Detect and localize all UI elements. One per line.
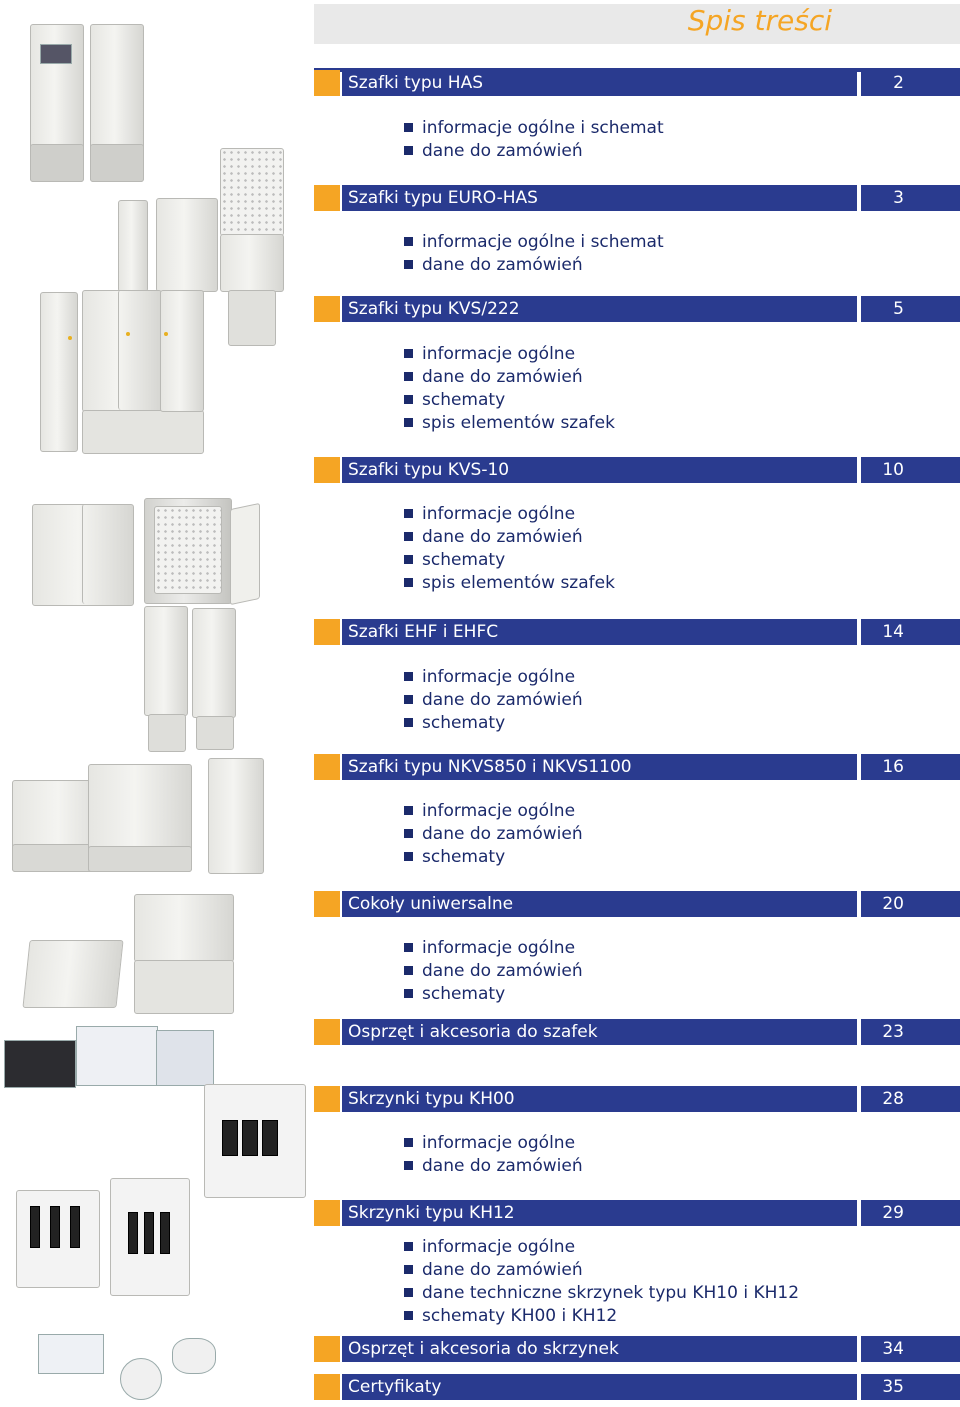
toc-entry-ehf[interactable] xyxy=(314,619,960,645)
bullet-icon xyxy=(404,852,413,861)
page-bar xyxy=(861,1200,960,1226)
list-item: dane do zamówień xyxy=(404,526,615,549)
section-marker xyxy=(314,754,340,780)
title-bar xyxy=(314,4,960,44)
section-title: Skrzynki typu KH12 xyxy=(348,1203,515,1223)
list-item: informacje ogólne xyxy=(404,343,615,366)
section-page: 28 xyxy=(882,1089,904,1109)
bullet-icon xyxy=(404,260,413,269)
bullet-icon xyxy=(404,146,413,155)
section-marker xyxy=(314,1374,340,1400)
list-item: dane do zamówień xyxy=(404,140,664,163)
bullet-icon xyxy=(404,555,413,564)
list-item: informacje ogólne i schemat xyxy=(404,117,664,140)
list-item: schematy xyxy=(404,712,583,735)
section-title: Szafki typu KVS/222 xyxy=(348,299,520,319)
page-title: Spis treści xyxy=(687,4,832,37)
item-list xyxy=(404,231,664,277)
bullet-icon xyxy=(404,989,413,998)
bullet-icon xyxy=(404,672,413,681)
section-page: 5 xyxy=(893,299,904,319)
ehf-cabinet-image xyxy=(140,606,250,752)
toc-entry-has[interactable] xyxy=(314,70,960,96)
section-page: 34 xyxy=(882,1339,904,1359)
list-item: dane techniczne skrzynek typu KH10 i KH12 xyxy=(404,1282,799,1305)
bullet-icon xyxy=(404,943,413,952)
item-list xyxy=(404,800,583,869)
bullet-icon xyxy=(404,1138,413,1147)
cokol-image xyxy=(24,890,244,1014)
kh12-box-image xyxy=(14,1176,194,1296)
list-item: dane do zamówień xyxy=(404,366,615,389)
page-bar xyxy=(861,891,960,917)
toc-entry-kh00[interactable] xyxy=(314,1086,960,1112)
list-item: dane do zamówień xyxy=(404,823,583,846)
toc-entry-certyfikaty[interactable] xyxy=(314,1374,960,1400)
page-bar xyxy=(861,1374,960,1400)
toc-entry-kvs10[interactable] xyxy=(314,457,960,483)
bullet-icon xyxy=(404,1242,413,1251)
page-bar xyxy=(861,296,960,322)
section-page: 23 xyxy=(882,1022,904,1042)
section-marker xyxy=(314,1336,340,1362)
section-page: 2 xyxy=(893,73,904,93)
bullet-icon xyxy=(404,123,413,132)
kvs10-cabinet-image xyxy=(30,496,270,612)
accessories-cabinet-image xyxy=(4,1022,214,1088)
page-bar xyxy=(861,70,960,96)
list-item: informacje ogólne xyxy=(404,1236,799,1259)
section-marker xyxy=(314,185,340,211)
section-title: Osprzęt i akcesoria do skrzynek xyxy=(348,1339,619,1359)
bullet-icon xyxy=(404,372,413,381)
section-marker xyxy=(314,1019,340,1045)
toc-entry-cokoly[interactable] xyxy=(314,891,960,917)
page-bar xyxy=(861,1019,960,1045)
page-bar xyxy=(861,185,960,211)
bullet-icon xyxy=(404,806,413,815)
item-list xyxy=(404,343,615,435)
bullet-icon xyxy=(404,509,413,518)
toc-entry-kh12[interactable] xyxy=(314,1200,960,1226)
section-title: Szafki typu KVS-10 xyxy=(348,460,510,480)
kvs222-cabinet-image xyxy=(40,290,220,470)
bullet-icon xyxy=(404,1265,413,1274)
section-marker xyxy=(314,1200,340,1226)
bullet-icon xyxy=(404,237,413,246)
bullet-icon xyxy=(404,1288,413,1297)
list-item: informacje ogólne xyxy=(404,1132,583,1155)
bullet-icon xyxy=(404,1311,413,1320)
bullet-icon xyxy=(404,718,413,727)
list-item: dane do zamówień xyxy=(404,1259,799,1282)
section-page: 16 xyxy=(882,757,904,777)
list-item: informacje ogólne xyxy=(404,800,583,823)
list-item: schematy xyxy=(404,549,615,572)
kh00-box-image xyxy=(200,1080,310,1200)
item-list xyxy=(404,1132,583,1178)
item-list xyxy=(404,666,583,735)
list-item: spis elementów szafek xyxy=(404,412,615,435)
section-marker xyxy=(314,296,340,322)
page-bar xyxy=(861,457,960,483)
section-title: Cokoły uniwersalne xyxy=(348,894,514,914)
list-item: informacje ogólne xyxy=(404,503,615,526)
bullet-icon xyxy=(404,532,413,541)
section-marker xyxy=(314,619,340,645)
bullet-icon xyxy=(404,349,413,358)
bullet-icon xyxy=(404,395,413,404)
page-bar xyxy=(861,754,960,780)
toc-entry-nkvs[interactable] xyxy=(314,754,960,780)
section-marker xyxy=(314,1086,340,1112)
section-page: 10 xyxy=(882,460,904,480)
section-marker xyxy=(314,70,340,96)
accessories-box-image xyxy=(38,1330,218,1400)
section-title: Certyfikaty xyxy=(348,1377,442,1397)
section-title: Szafki EHF i EHFC xyxy=(348,622,499,642)
nkvs-cabinet-image xyxy=(8,756,268,880)
bullet-icon xyxy=(404,695,413,704)
item-list xyxy=(404,503,615,595)
page-bar xyxy=(861,1336,960,1362)
section-page: 35 xyxy=(882,1377,904,1397)
section-page: 29 xyxy=(882,1203,904,1223)
item-list xyxy=(404,937,583,1006)
bullet-icon xyxy=(404,418,413,427)
page-bar xyxy=(861,619,960,645)
list-item: dane do zamówień xyxy=(404,960,583,983)
section-marker xyxy=(314,457,340,483)
list-item: schematy xyxy=(404,846,583,869)
list-item: dane do zamówień xyxy=(404,254,664,277)
list-item: dane do zamówień xyxy=(404,1155,583,1178)
toc-entry-osprzet-szafek[interactable] xyxy=(314,1019,960,1045)
bullet-icon xyxy=(404,1161,413,1170)
section-marker xyxy=(314,891,340,917)
bullet-icon xyxy=(404,829,413,838)
item-list xyxy=(404,1236,799,1328)
list-item: dane do zamówień xyxy=(404,689,583,712)
section-title: Szafki typu NKVS850 i NKVS1100 xyxy=(348,757,632,777)
section-title: Skrzynki typu KH00 xyxy=(348,1089,515,1109)
list-item: schematy KH00 i KH12 xyxy=(404,1305,799,1328)
section-title: Szafki typu EURO-HAS xyxy=(348,188,538,208)
list-item: informacje ogólne xyxy=(404,937,583,960)
section-title: Osprzęt i akcesoria do szafek xyxy=(348,1022,598,1042)
toc-entry-kvs222[interactable] xyxy=(314,296,960,322)
list-item: informacje ogólne i schemat xyxy=(404,231,664,254)
toc-entry-osprzet-skrzynek[interactable] xyxy=(314,1336,960,1362)
toc-entry-euro-has[interactable] xyxy=(314,185,960,211)
section-title: Szafki typu HAS xyxy=(348,73,483,93)
item-list xyxy=(404,117,664,163)
list-item: schematy xyxy=(404,389,615,412)
list-item: informacje ogólne xyxy=(404,666,583,689)
section-page: 3 xyxy=(893,188,904,208)
page-bar xyxy=(861,1086,960,1112)
list-item: spis elementów szafek xyxy=(404,572,615,595)
bullet-icon xyxy=(404,578,413,587)
section-page: 20 xyxy=(882,894,904,914)
bullet-icon xyxy=(404,966,413,975)
list-item: schematy xyxy=(404,983,583,1006)
section-page: 14 xyxy=(882,622,904,642)
